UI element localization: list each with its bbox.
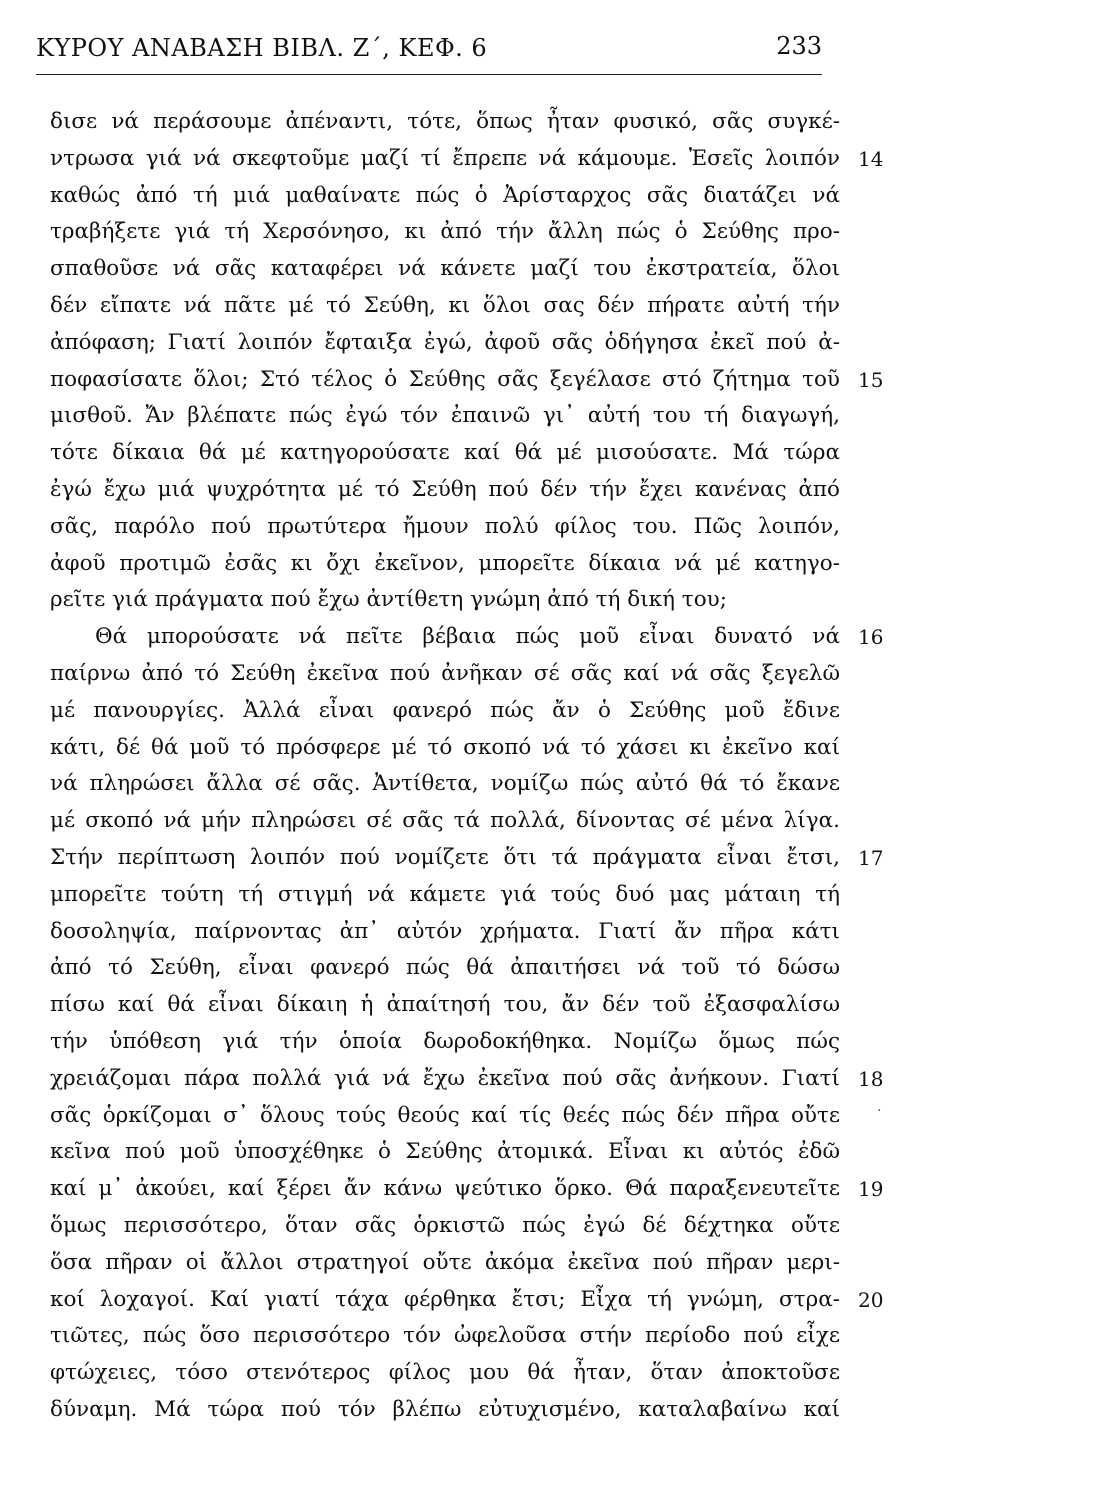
text-line	[0, 546, 1110, 583]
line-text: κοί λοχαγοί. Καί γιατί τάχα φέρθηκα ἔτσι; Εἶχα τή γνώμη, στρα-	[50, 1286, 840, 1312]
section-number: 19	[858, 1177, 884, 1202]
section-number: 15	[858, 367, 884, 392]
text-line	[0, 509, 1110, 546]
text-line	[0, 1392, 1110, 1429]
text-line	[0, 141, 1110, 178]
line-text: σᾶς, παρόλο πού πρωτύτερα ἤμουν πολύ φίλος του. Πῶς λοιπόν,	[50, 513, 840, 539]
line-text: ὅσα πῆραν οἱ ἄλλοι στρατηγοί οὔτε ἀκόμα ἐκεῖνα πού πῆραν μερι-	[50, 1249, 840, 1275]
text-line	[0, 1208, 1110, 1245]
line-text: καθώς ἀπό τή μιά μαθαίνατε πώς ὁ Ἀρίσταρχος σᾶς διατάζει νά	[50, 182, 840, 208]
line-text: μισθοῦ. Ἄν βλέπατε πώς ἐγώ τόν ἐπαινῶ γι᾽ αὐτή του τή διαγωγή,	[50, 403, 840, 429]
line-text: μέ σκοπό νά μήν πληρώσει σέ σᾶς τά πολλά, δίνοντας σέ μένα λίγα.	[50, 808, 840, 834]
section-number: 18	[858, 1066, 884, 1091]
line-text: ἀπό τό Σεύθη, εἶναι φανερό πώς θά ἀπαιτήσει νά τοῦ τό δώσω	[50, 955, 840, 981]
text-line	[0, 987, 1110, 1024]
text-line	[0, 398, 1110, 435]
line-text: ἐγώ ἔχω μιά ψυχρότητα μέ τό Σεύθη πού δέν τήν ἔχει κανένας ἀπό	[50, 476, 840, 502]
line-text: τότε δίκαια θά μέ κατηγορούσατε καί θά μέ μισούσατε. Μά τώρα	[50, 440, 840, 466]
line-text: ἀπόφαση; Γιατί λοιπόν ἔφταιξα ἐγώ, ἀφοῦ σᾶς ὁδήγησα ἐκεῖ πού ἀ-	[50, 329, 840, 355]
line-text: ποφασίσατε ὅλοι; Στό τέλος ὁ Σεύθης σᾶς ξεγέλασε στό ζήτημα τοῦ	[50, 366, 840, 392]
line-text: χρειάζομαι πάρα πολλά γιά νά ἔχω ἐκεῖνα πού σᾶς ἀνήκουν. Γιατί	[50, 1065, 840, 1091]
text-line	[0, 1245, 1110, 1282]
line-text: σᾶς ὁρκίζομαι σ᾽ ὅλους τούς θεούς καί τίς θεές πώς δέν πῆρα οὔτε	[50, 1102, 840, 1128]
line-text: κάτι, δέ θά μοῦ τό πρόσφερε μέ τό σκοπό νά τό χάσει κι ἐκεῖνο καί	[50, 734, 840, 760]
text-line	[0, 950, 1110, 987]
line-text: φτώχειες, τόσο στενότερος φίλος μου θά ἦταν, ὅταν ἀποκτοῦσε	[50, 1360, 840, 1386]
line-text: τραβήξετε γιά τή Χερσόνησο, κι ἀπό τήν ἄλλη πώς ὁ Σεύθης προ-	[50, 219, 840, 245]
line-text: νά πληρώσει ἄλλα σέ σᾶς. Ἀντίθετα, νομίζω πώς αὐτό θά τό ἔκανε	[50, 771, 840, 797]
text-line	[0, 1355, 1110, 1392]
section-number: 14	[858, 146, 884, 171]
line-text: ντρωσα γιά νά σκεφτοῦμε μαζί τί ἔπρεπε νά κάμουμε. Ἐσεῖς λοιπόν	[50, 145, 840, 171]
line-text: μπορεῖτε τούτη τή στιγμή νά κάμετε γιά τούς δυό μας μάταιη τή	[50, 881, 840, 907]
text-line	[0, 656, 1110, 693]
text-line	[0, 1024, 1110, 1061]
text-line	[0, 1134, 1110, 1171]
line-text: δέν εἴπατε νά πᾶτε μέ τό Σεύθη, κι ὅλοι σας δέν πήρατε αὐτή τήν	[50, 292, 840, 318]
margin-mark: ·	[877, 1102, 882, 1119]
running-head	[36, 30, 822, 75]
page-number: 233	[776, 32, 822, 60]
text-line	[0, 251, 1110, 288]
text-line	[0, 582, 1110, 619]
line-text: πίσω καί θά εἶναι δίκαιη ἡ ἀπαίτησή του, ἄν δέν τοῦ ἐξασφαλίσω	[50, 992, 840, 1018]
text-line	[0, 362, 1110, 399]
section-number: 16	[858, 625, 884, 650]
line-text: καί μ᾽ ἀκούει, καί ξέρει ἄν κάνω ψεύτικο ὅρκο. Θά παραξενευτεῖτε	[50, 1176, 840, 1202]
text-line	[0, 178, 1110, 215]
line-text: κεῖνα πού μοῦ ὑποσχέθηκε ὁ Σεύθης ἀτομικά. Εἶναι κι αὐτός ἐδῶ	[50, 1139, 840, 1165]
line-text: δοσοληψία, παίρνοντας ἀπ᾽ αὐτόν χρήματα. Γιατί ἄν πῆρα κάτι	[50, 918, 840, 944]
body-text	[0, 104, 1110, 1429]
running-title: ΚΥΡΟΥ ΑΝΑΒΑΣΗ ΒΙΒΛ. Ζ΄, ΚΕΦ. 6	[36, 34, 488, 62]
text-line	[0, 877, 1110, 914]
text-line	[0, 435, 1110, 472]
text-line	[0, 214, 1110, 251]
text-line	[0, 619, 1110, 656]
section-number: 20	[858, 1287, 884, 1312]
text-line	[0, 730, 1110, 767]
text-line	[0, 1282, 1110, 1319]
line-text: δύναμη. Μά τώρα πού τόν βλέπω εὐτυχισμένο, καταλαβαίνω καί	[50, 1396, 840, 1422]
line-text: τιῶτες, πώς ὅσο περισσότερο τόν ὠφελοῦσα στήν περίοδο πού εἶχε	[50, 1323, 840, 1349]
text-line	[0, 288, 1110, 325]
text-line	[0, 766, 1110, 803]
line-text: ὅμως περισσότερο, ὅταν σᾶς ὁρκιστῶ πώς ἐγώ δέ δέχτηκα οὔτε	[50, 1212, 840, 1238]
line-text: ρεῖτε γιά πράγματα πού ἔχω ἀντίθετη γνώμη ἀπό τή δική του;	[50, 587, 727, 613]
line-text: παίρνω ἀπό τό Σεύθη ἐκεῖνα πού ἀνῆκαν σέ σᾶς καί νά σᾶς ξεγελῶ	[50, 660, 840, 686]
text-line	[0, 840, 1110, 877]
text-line	[0, 1098, 1110, 1135]
line-text: σπαθοῦσε νά σᾶς καταφέρει νά κάνετε μαζί του ἐκστρατεία, ὅλοι	[50, 256, 840, 282]
line-text: μέ πανουργίες. Ἀλλά εἶναι φανερό πώς ἄν ὁ Σεύθης μοῦ ἔδινε	[50, 697, 840, 723]
text-line	[0, 693, 1110, 730]
text-line	[0, 1171, 1110, 1208]
text-line	[0, 104, 1110, 141]
line-text: ἀφοῦ προτιμῶ ἐσᾶς κι ὄχι ἐκεῖνον, μπορεῖτε δίκαια νά μέ κατηγο-	[50, 550, 840, 576]
text-line	[0, 1318, 1110, 1355]
text-line	[0, 914, 1110, 951]
text-line	[0, 325, 1110, 362]
line-text: Θά μπορούσατε νά πεῖτε βέβαια πώς μοῦ εἶναι δυνατό νά	[95, 624, 840, 650]
text-line	[0, 803, 1110, 840]
line-text: τήν ὑπόθεση γιά τήν ὁποία δωροδοκήθηκα. Νομίζω ὅμως πώς	[50, 1028, 840, 1054]
section-number: 17	[858, 845, 884, 870]
line-text: Στήν περίπτωση λοιπόν πού νομίζετε ὅτι τά πράγματα εἶναι ἔτσι,	[50, 844, 840, 870]
text-line	[0, 472, 1110, 509]
text-line	[0, 1061, 1110, 1098]
line-text: δισε νά περάσουμε ἀπέναντι, τότε, ὅπως ἦταν φυσικό, σᾶς συγκέ-	[50, 109, 840, 134]
